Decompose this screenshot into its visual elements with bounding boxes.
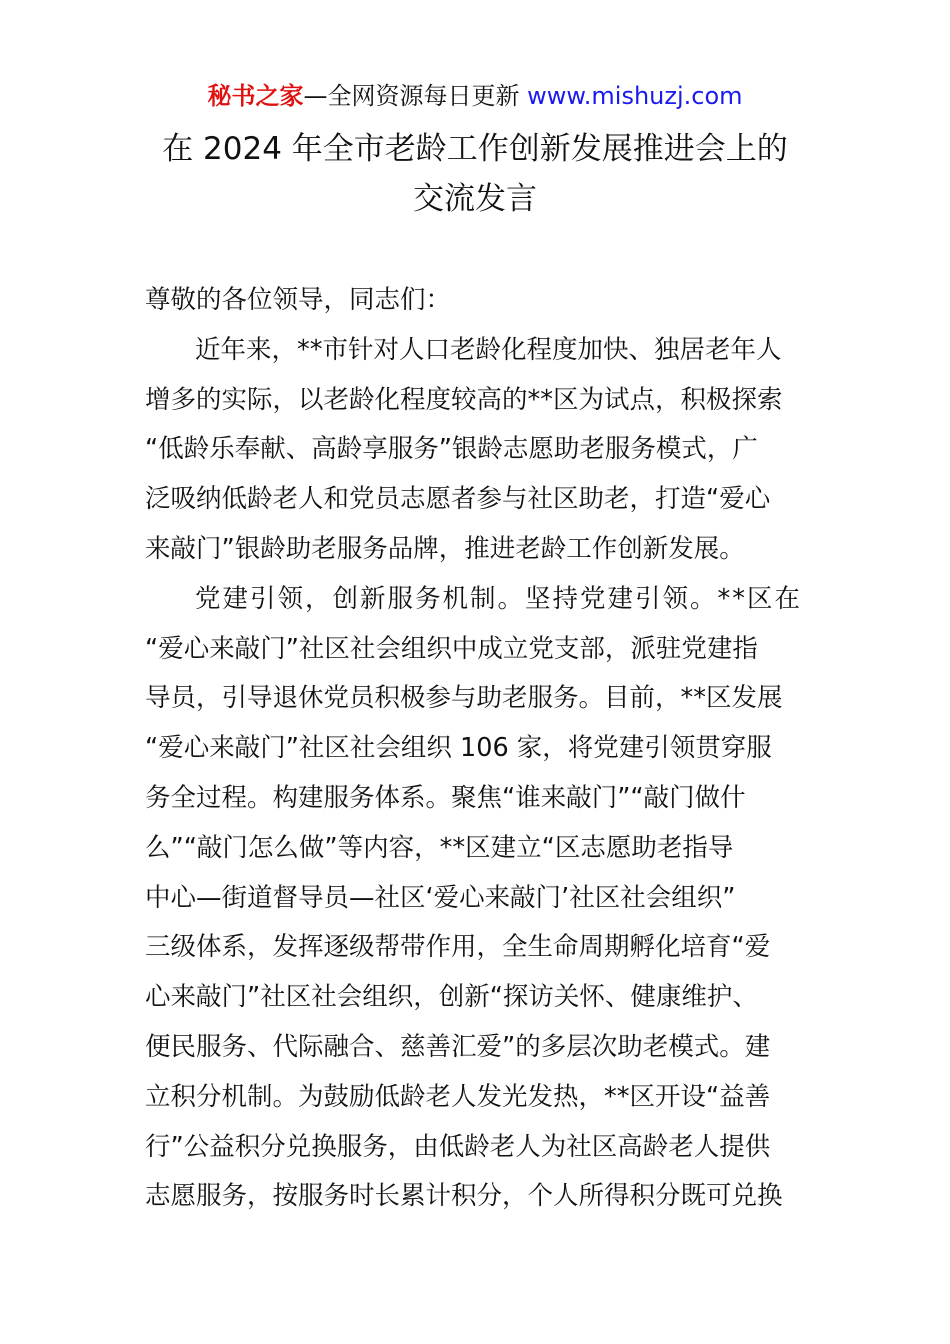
paragraph-2-line: 心来敲门”社区社会组织，创新“探访关怀、健康维护、 <box>145 982 758 1013</box>
paragraph-2-line: 行”公益积分兑换服务，由低龄老人为社区高龄老人提供 <box>145 1131 771 1162</box>
paragraph-2-line: 中心—街道督导员—社区‘爱心来敲门’社区社会组织” <box>145 882 736 913</box>
paragraph-1-line: 近年来，**市针对人口老龄化程度加快、独居老年人 <box>195 334 782 365</box>
salutation: 尊敬的各位领导，同志们： <box>145 285 452 315</box>
paragraph-1-line: 来敲门”银龄助老服务品牌，推进老龄工作创新发展。 <box>145 533 745 564</box>
title-line-1: 在 2024 年全市老龄工作创新发展推进会上的 <box>162 131 788 167</box>
paragraph-2-line: 立积分机制。为鼓励低龄老人发光发热，**区开设“益善 <box>145 1081 771 1112</box>
site-tagline: —全网资源每日更新 <box>303 82 528 110</box>
document-title <box>0 124 950 224</box>
paragraph-1-line: 增多的实际，以老龄化程度较高的**区为试点，积极探索 <box>145 384 783 415</box>
document-body <box>145 276 810 1222</box>
site-brand: 秘书之家 <box>207 82 304 110</box>
paragraph-2-line: 党建引领，创新服务机制。坚持党建引领。**区在 <box>195 583 803 614</box>
paragraph-2-line: 导员，引导退休党员积极参与助老服务。目前，**区发展 <box>145 683 783 714</box>
paragraph-2-line: 志愿服务，按服务时长累计积分，个人所得积分既可兑换 <box>145 1181 783 1212</box>
title-line-2: 交流发言 <box>413 181 537 217</box>
paragraph-1-line: “低龄乐奉献、高龄享服务”银龄志愿助老服务模式，广 <box>145 434 758 465</box>
paragraph-2-line: 便民服务、代际融合、慈善汇爱”的多层次助老模式。建 <box>145 1031 771 1062</box>
paragraph-2-line: “爱心来敲门”社区社会组织 106 家，将党建引领贯穿服 <box>145 733 772 764</box>
paragraph-2-line: 么”“敲门怎么做”等内容，**区建立“区志愿助老指导 <box>145 832 734 863</box>
paragraph-1-line: 泛吸纳低龄老人和党员志愿者参与社区助老，打造“爱心 <box>145 484 771 515</box>
site-header <box>0 78 950 114</box>
paragraph-2-line: 三级体系，发挥逐级帮带作用，全生命周期孵化培育“爱 <box>145 932 771 963</box>
paragraph-2-line: 务全过程。构建服务体系。聚焦“谁来敲门”“敲门做什 <box>145 782 746 813</box>
paragraph-2-line: “爱心来敲门”社区社会组织中成立党支部，派驻党建指 <box>145 633 758 664</box>
site-url-link[interactable]: www.mishuzj.com <box>527 82 743 110</box>
